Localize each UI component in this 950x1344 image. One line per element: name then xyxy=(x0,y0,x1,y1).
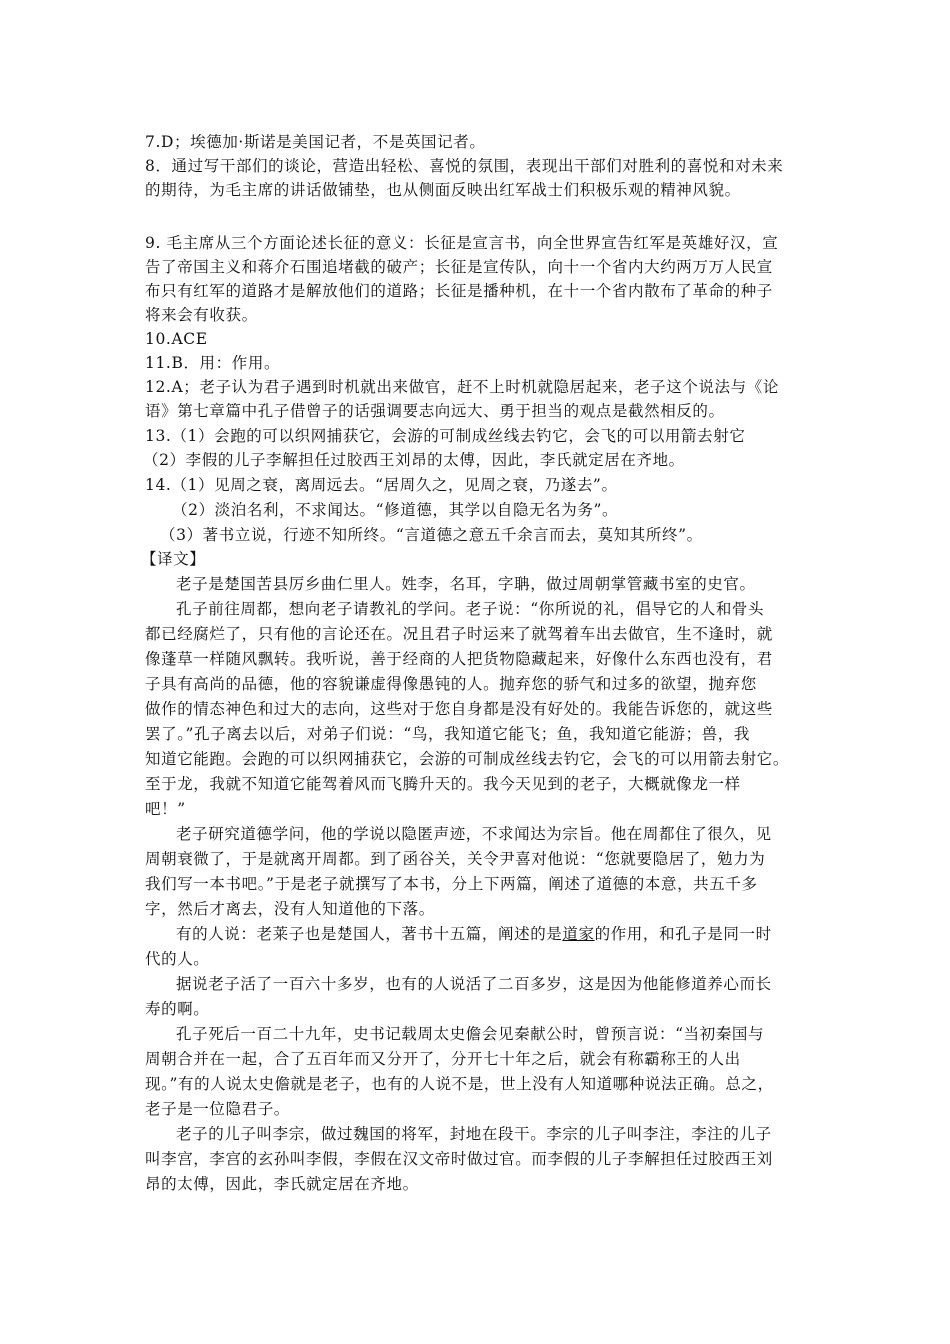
translation-p4-text-after: 的作用，和孔子是同一时 xyxy=(594,925,772,943)
translation-p7-line-3: 昂的太傅，因此，李氏就定居在齐地。 xyxy=(145,1175,419,1193)
translation-p5-line-1: 据说老子活了一百六十多岁，也有的人说活了二百多岁，这是因为他能修道养心而长 xyxy=(176,975,772,993)
answer-13-line-1: 13.（1）会跑的可以织网捕获它，会游的可制成丝线去钓它，会飞的可以用箭去射它 xyxy=(145,427,746,445)
answer-9-line-1: 9. 毛主席从三个方面论述长征的意义：长征是宣言书，向全世界宣告红军是英雄好汉，宣 xyxy=(145,234,779,252)
translation-p2-line-7: 知道它能跑。会跑的可以织网捕获它，会游的可制成丝线去钓它，会飞的可以用箭去射它。 xyxy=(145,750,790,768)
translation-p2-line-2: 都已经腐烂了，只有他的言论还在。况且君子时运来了就驾着车出去做官，生不逢时，就 xyxy=(145,625,773,643)
translation-p4-text-before: 有的人说：老莱子也是楚国人，著书十五篇，阐述的是 xyxy=(176,925,563,943)
translation-p7-line-2: 叫李宫，李宫的玄孙叫李假，李假在汉文帝时做过官。而李假的儿子李解担任过胶西王刘 xyxy=(145,1150,773,1168)
answer-8-line-1: 8．通过写干部们的谈论，营造出轻松、喜悦的氛围，表现出干部们对胜利的喜悦和对未来 xyxy=(145,157,784,175)
translation-heading: 【译文】 xyxy=(141,550,206,568)
translation-p2-line-3: 像蓬草一样随风飘转。我听说，善于经商的人把货物隐藏起来，好像什么东西也没有，君 xyxy=(145,650,773,668)
answer-11: 11.B．用：作用。 xyxy=(145,354,281,372)
daojia-link[interactable]: 道家 xyxy=(562,925,595,943)
translation-p6-line-4: 老子是一位隐君子。 xyxy=(145,1100,290,1118)
answer-14-line-2: （2）淡泊名利，不求闻达。“修道德，其学以自隐无名为务”。 xyxy=(172,501,619,519)
translation-p1: 老子是楚国苦县厉乡曲仁里人。姓李，名耳，字聃，做过周朝掌管藏书室的史官。 xyxy=(176,575,756,593)
translation-p6-line-3: 现。”有的人说太史儋就是老子，也有的人说不是，世上没有人知道哪种说法正确。总之， xyxy=(145,1075,774,1093)
translation-p2-line-1: 孔子前往周都，想向老子请教礼的学问。老子说：“你所说的礼，倡导它的人和骨头 xyxy=(176,600,765,618)
translation-p2-line-6: 罢了。”孔子离去以后，对弟子们说：“鸟，我知道它能飞；鱼，我知道它能游；兽，我 xyxy=(145,725,751,743)
translation-p5-line-2: 寿的啊。 xyxy=(145,1000,210,1018)
answer-8-line-2: 的期待，为毛主席的讲话做铺垫，也从侧面反映出红军战士们积极乐观的精神风貌。 xyxy=(145,181,741,199)
translation-p2-line-4: 子具有高尚的品德，他的容貌谦虚得像愚钝的人。抛弃您的骄气和过多的欲望，抛弃您 xyxy=(145,675,757,693)
translation-p2-line-8: 至于龙，我就不知道它能驾着风而飞腾升天的。我今天见到的老子，大概就像龙一样 xyxy=(145,775,741,793)
answer-12-line-2: 语》第七章篇中孔子借曾子的话强调要志向远大、勇于担当的观点是截然相反的。 xyxy=(145,402,725,420)
answer-12-line-1: 12.A；老子认为君子遇到时机就出来做官，赶不上时机就隐居起来，老子这个说法与《论 xyxy=(145,378,779,396)
answer-9-line-3: 布只有红军的道路才是解放他们的道路；长征是播种机，在十一个省内散布了革命的种子 xyxy=(145,282,773,300)
translation-p3-line-2: 周朝衰微了，于是就离开周都。到了函谷关，关令尹喜对他说：“您就要隐居了，勉力为 xyxy=(145,850,766,868)
translation-p3-line-3: 我们写一本书吧。”于是老子就撰写了本书，分上下两篇，阐述了道德的本意，共五千多 xyxy=(145,875,758,893)
answer-10: 10.ACE xyxy=(145,330,208,348)
answer-9-line-2: 告了帝国主义和蒋介石围追堵截的破产；长征是宣传队，向十一个省内大约两万万人民宣 xyxy=(145,258,773,276)
translation-p4-line-2: 代的人。 xyxy=(145,950,210,968)
answer-14-line-1: 14.（1）见周之衰，离周远去。“居周久之，见周之衰，乃遂去”。 xyxy=(145,476,618,494)
translation-p2-line-9: 吧！” xyxy=(145,800,186,818)
translation-p7-line-1: 老子的儿子叫李宗，做过魏国的将军，封地在段干。李宗的儿子叫李注，李注的儿子 xyxy=(176,1125,772,1143)
translation-p3-line-1: 老子研究道德学问，他的学说以隐匿声迹，不求闻达为宗旨。他在周都住了很久，见 xyxy=(176,825,772,843)
translation-p4-line-1 xyxy=(176,924,772,944)
answer-7: 7.D；埃德加·斯诺是美国记者，不是英国记者。 xyxy=(145,133,486,151)
translation-p6-line-1: 孔子死后一百二十九年，史书记载周太史儋会见秦献公时，曾预言说：“当初秦国与 xyxy=(176,1025,765,1043)
translation-p3-line-4: 字，然后才离去，没有人知道他的下落。 xyxy=(145,900,435,918)
answer-14-line-3: （3）著书立说，行迹不知所终。“言道德之意五千余言而去，莫知其所终”。 xyxy=(160,526,703,544)
translation-p2-line-5: 做作的情态神色和过大的志向，这些对于您自身都是没有好处的。我能告诉您的，就这些 xyxy=(145,700,773,718)
answer-13-line-2: （2）李假的儿子李解担任过胶西王刘昂的太傅，因此，李氏就定居在齐地。 xyxy=(143,451,685,469)
answer-9-line-4: 将来会有收获。 xyxy=(145,306,258,324)
translation-p6-line-2: 周朝合并在一起，合了五百年而又分开了，分开七十年之后，就会有称霸称王的人出 xyxy=(145,1050,741,1068)
